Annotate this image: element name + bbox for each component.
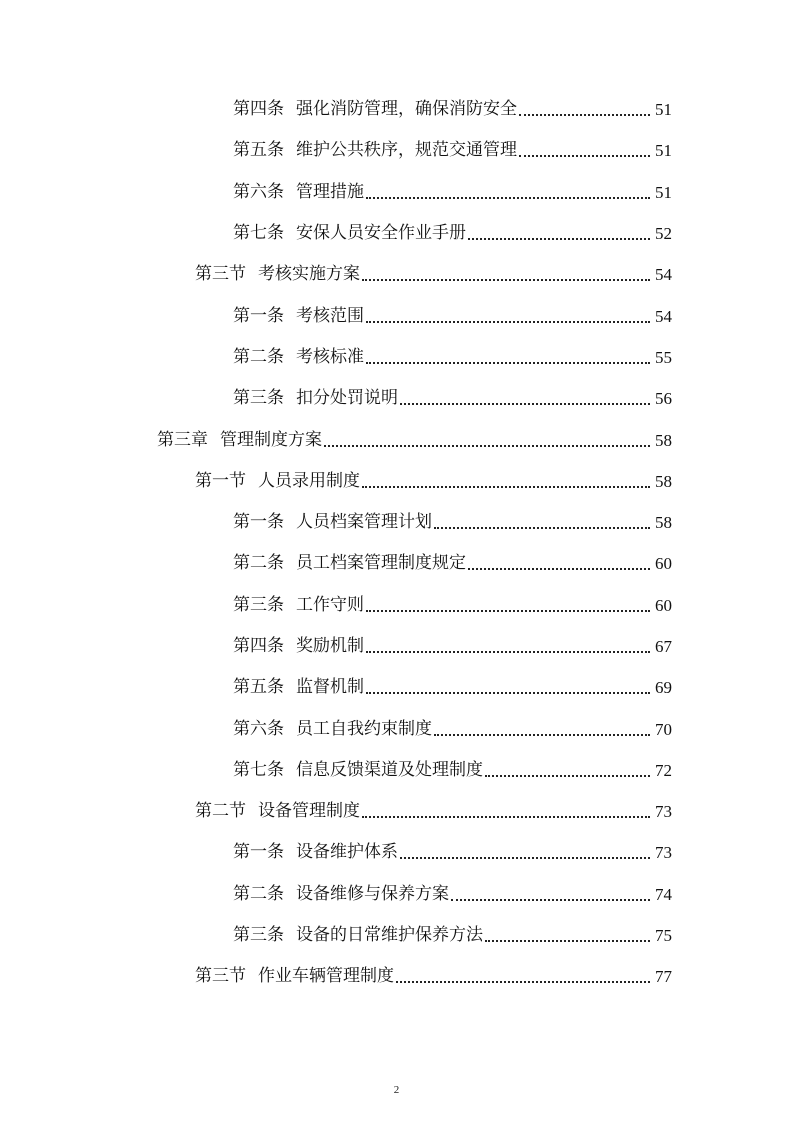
toc-entry-page: 54 — [655, 306, 672, 326]
dot-leader — [485, 774, 650, 777]
toc-entry-number: 第一条 — [233, 842, 284, 863]
dot-leader — [362, 815, 650, 818]
toc-entry-number: 第三条 — [233, 594, 284, 615]
toc-entry-number: 第三条 — [233, 388, 284, 409]
toc-entry-number: 第一条 — [233, 512, 284, 533]
toc-entry-title: 管理制度方案 — [220, 429, 322, 450]
page-number: 2 — [393, 1084, 400, 1096]
toc-entry-number: 第二条 — [233, 553, 284, 574]
toc-entry-number: 第六条 — [233, 181, 284, 202]
toc-entry-number: 第三条 — [233, 925, 284, 946]
toc-entry-page: 51 — [655, 100, 672, 120]
dot-leader — [362, 485, 650, 488]
dot-leader — [362, 278, 650, 281]
toc-entry-page: 51 — [655, 182, 672, 202]
toc-entry-page: 58 — [655, 471, 672, 491]
toc-entry-title: 设备管理制度 — [258, 801, 360, 822]
toc-entry[interactable] — [0, 626, 793, 667]
toc-entry-page: 69 — [655, 678, 672, 698]
dot-leader — [468, 237, 650, 240]
dot-leader — [434, 526, 650, 529]
dot-leader — [451, 898, 650, 901]
toc-entry[interactable] — [0, 213, 793, 254]
toc-entry[interactable] — [0, 874, 793, 915]
toc-entry-number: 第三章 — [157, 429, 208, 450]
table-of-contents — [0, 89, 793, 998]
toc-entry[interactable] — [0, 915, 793, 956]
toc-entry-title: 设备维护体系 — [296, 842, 398, 863]
toc-entry[interactable] — [0, 130, 793, 171]
toc-entry-title: 考核实施方案 — [258, 264, 360, 285]
toc-entry[interactable] — [0, 750, 793, 791]
toc-entry-page: 75 — [655, 926, 672, 946]
dot-leader — [519, 154, 650, 157]
dot-leader — [519, 113, 650, 116]
toc-entry[interactable] — [0, 378, 793, 419]
toc-entry-page: 73 — [655, 802, 672, 822]
toc-entry-number: 第四条 — [233, 99, 284, 120]
toc-entry[interactable] — [0, 419, 793, 460]
toc-entry-number: 第七条 — [233, 759, 284, 780]
toc-entry-number: 第三节 — [195, 966, 246, 987]
toc-entry-number: 第六条 — [233, 718, 284, 739]
toc-entry-title: 设备的日常维护保养方法 — [296, 925, 483, 946]
toc-entry-page: 58 — [655, 430, 672, 450]
toc-entry-number: 第一条 — [233, 305, 284, 326]
toc-entry-page: 58 — [655, 513, 672, 533]
toc-entry-title: 信息反馈渠道及处理制度 — [296, 759, 483, 780]
toc-entry-page: 74 — [655, 884, 672, 904]
toc-entry-number: 第五条 — [233, 140, 284, 161]
dot-leader — [366, 320, 650, 323]
toc-entry-title: 工作守则 — [296, 594, 364, 615]
toc-entry-title: 扣分处罚说明 — [296, 388, 398, 409]
dot-leader — [396, 980, 650, 983]
toc-entry[interactable] — [0, 254, 793, 295]
dot-leader — [400, 402, 650, 405]
dot-leader — [485, 939, 650, 942]
dot-leader — [366, 196, 650, 199]
toc-entry-title: 管理措施 — [296, 181, 364, 202]
toc-entry-page: 67 — [655, 637, 672, 656]
toc-entry[interactable] — [0, 502, 793, 543]
toc-entry-title: 强化消防管理，确保消防安全 — [296, 99, 517, 120]
dot-leader — [366, 361, 650, 364]
toc-entry[interactable] — [0, 667, 793, 708]
toc-entry[interactable] — [0, 337, 793, 378]
dot-leader — [434, 733, 650, 736]
toc-entry-page: 51 — [655, 141, 672, 161]
toc-entry-title: 人员录用制度 — [258, 470, 360, 491]
toc-entry-page: 56 — [655, 389, 672, 409]
toc-entry-title: 考核范围 — [296, 305, 364, 326]
toc-entry[interactable] — [0, 295, 793, 336]
toc-entry-page: 60 — [655, 554, 672, 574]
toc-entry-title: 员工自我约束制度 — [296, 718, 432, 739]
toc-entry-number: 第三节 — [195, 264, 246, 285]
toc-entry-page: 70 — [655, 719, 672, 739]
dot-leader — [468, 567, 650, 570]
toc-entry-number: 第二节 — [195, 801, 246, 822]
toc-entry[interactable] — [0, 791, 793, 832]
toc-entry-number: 第二条 — [233, 883, 284, 904]
toc-entry-title: 人员档案管理计划 — [296, 512, 432, 533]
dot-leader — [366, 609, 650, 612]
toc-entry-title: 安保人员安全作业手册 — [296, 223, 466, 244]
toc-entry[interactable] — [0, 461, 793, 502]
toc-entry-page: 55 — [655, 347, 672, 367]
toc-entry[interactable] — [0, 956, 793, 997]
toc-entry[interactable] — [0, 543, 793, 584]
dot-leader — [366, 650, 650, 653]
toc-entry-title: 维护公共秩序，规范交通管理 — [296, 140, 517, 161]
toc-entry-number: 第七条 — [233, 223, 284, 244]
toc-entry[interactable] — [0, 172, 793, 213]
toc-entry-page: 77 — [655, 967, 672, 987]
dot-leader — [366, 691, 650, 694]
toc-entry[interactable] — [0, 708, 793, 749]
toc-entry-page: 60 — [655, 595, 672, 615]
toc-entry-title: 作业车辆管理制度 — [258, 966, 394, 987]
toc-entry-title: 监督机制 — [296, 677, 364, 698]
toc-entry-title: 设备维修与保养方案 — [296, 883, 449, 904]
toc-entry-number: 第一节 — [195, 470, 246, 491]
toc-entry[interactable] — [0, 89, 793, 130]
toc-entry-page: 52 — [655, 224, 672, 244]
toc-entry[interactable] — [0, 585, 793, 626]
toc-entry-number: 第四条 — [233, 636, 284, 656]
toc-entry-page: 72 — [655, 760, 672, 780]
dot-leader — [324, 444, 650, 447]
toc-entry-number: 第二条 — [233, 346, 284, 367]
toc-entry-title: 员工档案管理制度规定 — [296, 553, 466, 574]
dot-leader — [400, 856, 650, 859]
toc-entry[interactable] — [0, 832, 793, 873]
toc-entry-page: 54 — [655, 265, 672, 285]
toc-entry-page: 73 — [655, 843, 672, 863]
toc-entry-title: 考核标准 — [296, 346, 364, 367]
toc-entry-number: 第五条 — [233, 677, 284, 698]
toc-entry-title: 奖励机制 — [296, 636, 364, 656]
